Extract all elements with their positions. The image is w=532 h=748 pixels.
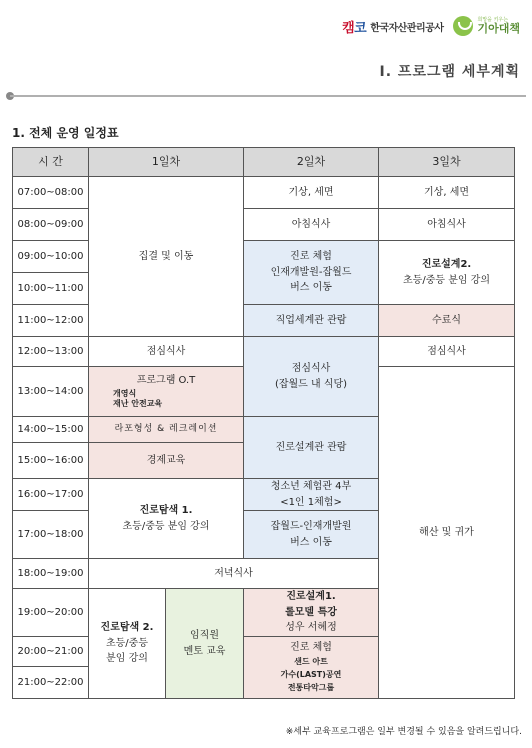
section-title: Ⅰ. 프로그램 세부계획: [379, 64, 520, 80]
exp-title: 진로 체험: [290, 251, 332, 263]
table-row: [13, 209, 515, 241]
time-cell: 13:00~14:00: [13, 367, 89, 417]
ot-sub1: 개영식: [113, 388, 137, 398]
leaf-icon: [453, 16, 473, 36]
dinner: 저녁식사: [89, 559, 379, 589]
divider-line: [10, 95, 526, 97]
footnote: ※세부 교육프로그램은 일부 변경될 수 있음을 알려드립니다.: [285, 727, 522, 737]
time-cell: 19:00~20:00: [13, 589, 89, 637]
explore2-title: 진로탐색 2.: [100, 622, 154, 634]
day2-lunch-line2: (잡월드 내 식당): [274, 378, 348, 390]
table-header-row: [13, 148, 515, 177]
day1-econ: 경제교육: [89, 443, 244, 479]
table-row: [13, 305, 515, 337]
day3-breakfast: 아침식사: [379, 209, 515, 241]
design1-sub2: 성우 서혜정: [285, 622, 337, 634]
ot-sub2: 재난 안전교육: [113, 399, 163, 409]
table-row: [13, 241, 515, 273]
header-logos: [342, 10, 520, 42]
time-cell: 09:00~10:00: [13, 241, 89, 273]
explore2-sub1: 초등/중등: [105, 637, 148, 649]
time-cell: 10:00~11:00: [13, 273, 89, 305]
youth-line2: <1인 1체험>: [280, 496, 342, 508]
design1-sub1: 롤모델 특강: [285, 606, 337, 618]
time-cell: 16:00~17:00: [13, 479, 89, 511]
bus-line2: 버스 이동: [290, 536, 332, 548]
day2-career-experience: [244, 241, 379, 305]
night-title: 진로 체험: [290, 642, 332, 654]
day3-lunch: 점심식사: [379, 337, 515, 367]
giant-tagline: 희망을 키우는: [477, 17, 509, 23]
giant-name: 기아대책: [477, 22, 520, 35]
time-cell: 14:00~15:00: [13, 417, 89, 443]
day2-career-design1: [244, 589, 379, 637]
day1-mentor: [166, 589, 244, 699]
time-cell: 11:00~12:00: [13, 305, 89, 337]
schedule-table: [12, 147, 515, 699]
day1-explore1: [89, 479, 244, 559]
day1-rapport: 라포형성 & 레크레이션: [89, 417, 244, 443]
giant-logo: [453, 16, 520, 36]
kamco-name: 한국자산관리공사: [370, 22, 444, 34]
day2-bus: [244, 511, 379, 559]
kamco-mark: 캠코: [342, 20, 367, 36]
day2-jobworld: 직업세계관 관람: [244, 305, 379, 337]
exp-line2: 인재개발원-잡월드: [270, 266, 352, 278]
table-title: 1. 전체 운영 일정표: [12, 126, 119, 140]
mentor-line1: 임직원: [190, 630, 219, 641]
exp-line3: 버스 이동: [290, 282, 332, 294]
day1-lunch: 점심식사: [89, 337, 244, 367]
table-row: [13, 337, 515, 367]
time-cell: 21:00~22:00: [13, 667, 89, 699]
day2-night-experience: [244, 637, 379, 699]
time-cell: 20:00~21:00: [13, 637, 89, 667]
table-row: [13, 177, 515, 209]
design2-sub: 초등/중등 분임 강의: [403, 274, 491, 286]
night-line1: 샌드 아트: [294, 657, 328, 667]
explore1-sub: 초등/중등 분임 강의: [122, 520, 210, 532]
kamco-logo: [342, 17, 443, 36]
time-cell: 12:00~13:00: [13, 337, 89, 367]
header-day1: 1일차: [89, 148, 244, 177]
day2-lunch: [244, 337, 379, 417]
header-time: 시 간: [13, 148, 89, 177]
day2-youth: [244, 479, 379, 511]
day2-career-hall: 진로설계관 관람: [244, 417, 379, 479]
bus-line1: 잡월드-인재개발원: [270, 521, 352, 532]
explore1-title: 진로탐색 1.: [139, 505, 193, 516]
day1-gather: 집결 및 이동: [89, 177, 244, 337]
night-line3: 전통타악그룹: [287, 682, 335, 692]
day2-wake: 기상, 세면: [244, 177, 379, 209]
day1-program-ot: [89, 367, 244, 417]
time-cell: 15:00~16:00: [13, 443, 89, 479]
header-day2: 2일차: [244, 148, 379, 177]
time-cell: 18:00~19:00: [13, 559, 89, 589]
design2-title: 진로설계2.: [421, 259, 472, 270]
day1-explore2: [89, 589, 166, 699]
header-day3: 3일차: [379, 148, 515, 177]
time-cell: 17:00~18:00: [13, 511, 89, 559]
night-line2: 가수(LAST)공연: [280, 670, 342, 680]
explore2-sub2: 분임 강의: [106, 653, 148, 665]
time-cell: 08:00~09:00: [13, 209, 89, 241]
ot-title: 프로그램 O.T: [136, 375, 196, 387]
mentor-line2: 멘토 교육: [183, 645, 226, 657]
day3-depart: 해산 및 귀가: [379, 367, 515, 699]
day3-career-design2: [379, 241, 515, 305]
day3-wake: 기상, 세면: [379, 177, 515, 209]
time-cell: 07:00~08:00: [13, 177, 89, 209]
design1-title: 진로설계1.: [286, 591, 336, 603]
youth-line1: 청소년 체험관 4부: [270, 481, 352, 492]
day3-completion: 수료식: [379, 305, 515, 337]
day2-breakfast: 아침식사: [244, 209, 379, 241]
day2-lunch-line1: 점심식사: [291, 363, 331, 374]
